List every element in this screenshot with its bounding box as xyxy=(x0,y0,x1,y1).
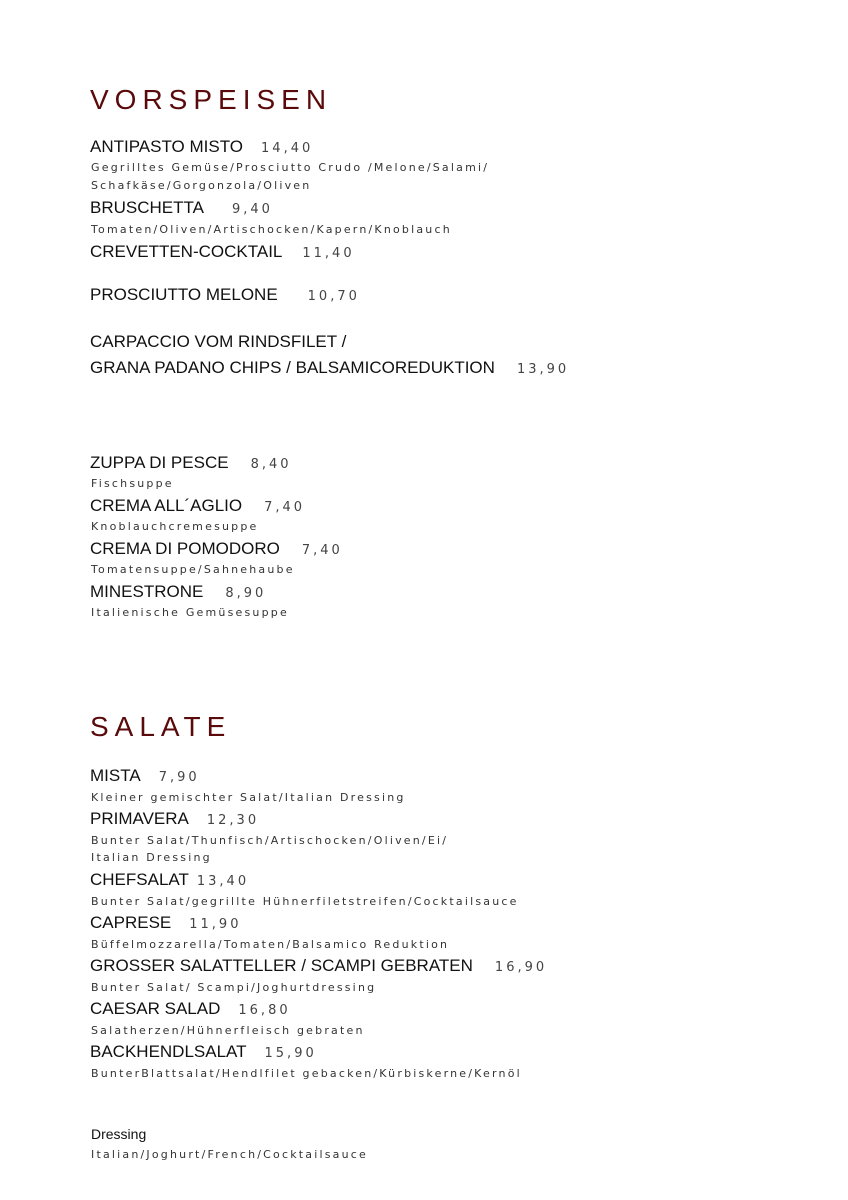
item-name: PROSCIUTTO MELONE xyxy=(90,285,278,304)
item-price: 13,40 xyxy=(196,874,250,889)
item-price: 11,40 xyxy=(302,246,355,261)
item-description: Italienische Gemüsesuppe xyxy=(91,606,289,619)
menu-item-primavera xyxy=(90,809,259,829)
item-price: 12,30 xyxy=(206,813,260,828)
menu-item-caesar-salad xyxy=(90,999,291,1019)
menu-item-bruschetta xyxy=(90,198,273,218)
item-price: 7,40 xyxy=(301,543,343,558)
item-price: 16,90 xyxy=(494,960,548,975)
item-price: 13,90 xyxy=(516,362,570,377)
menu-item-prosciutto-melone xyxy=(90,285,360,305)
item-description: Knoblauchcremesuppe xyxy=(91,520,259,533)
item-name: MINESTRONE xyxy=(90,582,204,601)
item-name: BACKHENDLSALAT xyxy=(90,1042,247,1061)
item-price: 7,40 xyxy=(264,500,306,515)
item-description: Bunter Salat/Thunfisch/Artischocken/Oliven/Ei/ xyxy=(91,834,449,847)
item-price: 8,40 xyxy=(250,457,292,472)
menu-item-zuppa-di-pesce xyxy=(90,453,292,473)
item-description: Schafkäse/Gorgonzola/Oliven xyxy=(91,179,312,192)
item-name: CAPRESE xyxy=(90,913,172,932)
menu-item-antipasto-misto xyxy=(90,137,313,157)
menu-item-crema-allaglio xyxy=(90,496,305,516)
item-name: PRIMAVERA xyxy=(90,809,189,828)
item-description: Italian Dressing xyxy=(91,851,212,864)
item-name: ANTIPASTO MISTO xyxy=(90,137,244,156)
menu-item-caprese xyxy=(90,913,241,933)
item-name: ZUPPA DI PESCE xyxy=(90,453,229,472)
menu-item-grosser-salatteller xyxy=(90,956,547,976)
item-description: Tomaten/Oliven/Artischocken/Kapern/Knoblauch xyxy=(91,223,452,236)
item-name: CAESAR SALAD xyxy=(90,999,221,1018)
menu-item-crevetten-cocktail xyxy=(90,242,355,262)
menu-item-chefsalat xyxy=(90,870,249,890)
item-price: 9,40 xyxy=(231,202,273,217)
item-name: MISTA xyxy=(90,766,141,785)
item-description: Bunter Salat/ Scampi/Joghurtdressing xyxy=(91,981,377,994)
section-heading-vorspeisen: VORSPEISEN xyxy=(90,84,333,115)
item-description: Gegrilltes Gemüse/Prosciutto Crudo /Melone/Salami/ xyxy=(91,161,490,174)
item-name: CARPACCIO VOM RINDSFILET / xyxy=(90,332,347,351)
item-description: Bunter Salat/gegrillte Hühnerfiletstreifen/Cocktailsauce xyxy=(91,895,519,908)
item-name: GRANA PADANO CHIPS / BALSAMICOREDUKTION xyxy=(90,358,495,377)
menu-item-mista xyxy=(90,766,200,786)
dressing-label: Dressing xyxy=(91,1126,147,1142)
item-description: Büffelmozzarella/Tomaten/Balsamico Reduktion xyxy=(91,938,450,951)
item-description: Kleiner gemischter Salat/Italian Dressing xyxy=(91,791,406,804)
item-price: 14,40 xyxy=(261,141,314,156)
menu-item-minestrone xyxy=(90,582,266,602)
item-price: 16,80 xyxy=(238,1003,291,1018)
menu-item-backhendlsalat xyxy=(90,1042,317,1062)
item-description: Fischsuppe xyxy=(91,477,174,490)
item-price: 7,90 xyxy=(158,770,200,785)
item-name: CREMA ALL´AGLIO xyxy=(90,496,243,515)
item-name: CREMA DI POMODORO xyxy=(90,539,280,558)
item-name: CHEFSALAT xyxy=(90,870,189,889)
item-name: CREVETTEN-COCKTAIL xyxy=(90,242,283,261)
item-price: 10,70 xyxy=(307,289,360,304)
item-description: Tomatensuppe/Sahnehaube xyxy=(91,563,295,576)
item-price: 15,90 xyxy=(264,1046,317,1061)
menu-item-carpaccio-line2 xyxy=(90,358,569,378)
item-price: 8,90 xyxy=(225,586,267,601)
dressing-options: Italian/Joghurt/French/Cocktailsauce xyxy=(91,1148,368,1161)
item-name: BRUSCHETTA xyxy=(90,198,204,217)
menu-item-crema-di-pomodoro xyxy=(90,539,343,559)
item-description: BunterBlattsalat/Hendlfilet gebacken/Kürbiskerne/Kernöl xyxy=(91,1067,522,1080)
section-heading-salate: SALATE xyxy=(90,711,232,742)
item-name: GROSSER SALATTELLER / SCAMPI GEBRATEN xyxy=(90,956,473,975)
item-price: 11,90 xyxy=(189,917,242,932)
item-description: Salatherzen/Hühnerfleisch gebraten xyxy=(91,1024,365,1037)
menu-item-carpaccio-line1 xyxy=(90,332,346,352)
